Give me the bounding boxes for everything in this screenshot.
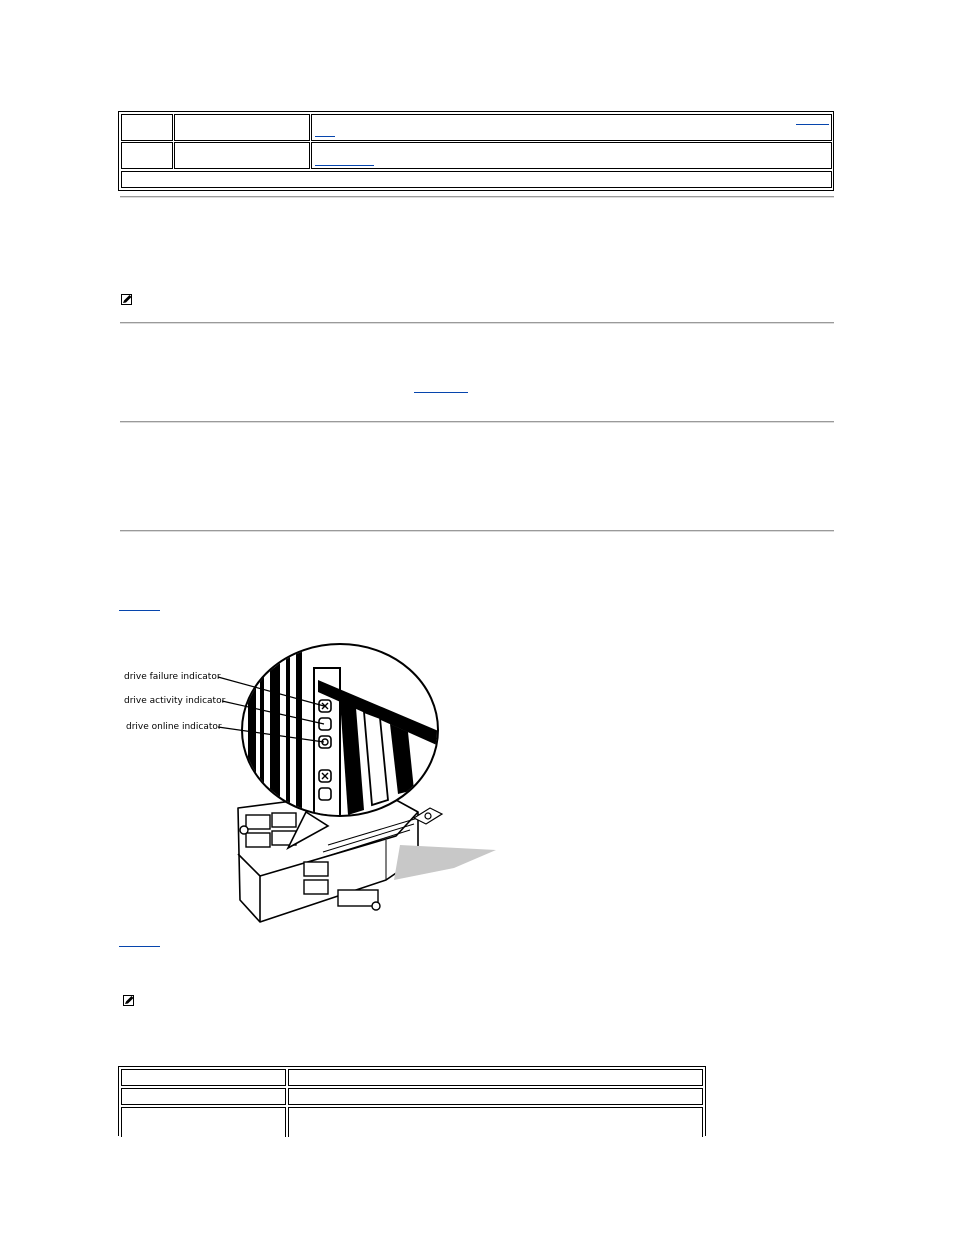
top-table-row1-cell1 bbox=[121, 114, 173, 141]
top-table-row1-cell3 bbox=[311, 114, 832, 141]
section-link[interactable] bbox=[414, 392, 468, 393]
pencil-note-icon bbox=[121, 294, 133, 306]
server-drive-illustration bbox=[118, 640, 508, 930]
section-divider-3 bbox=[120, 421, 834, 423]
chassis-shadow bbox=[394, 845, 496, 880]
bottom-table-row1-cell1 bbox=[121, 1069, 286, 1086]
top-table-row1-link-part2[interactable] bbox=[315, 136, 335, 137]
top-table-row3-cell bbox=[121, 171, 832, 188]
bottom-table-row1-cell2 bbox=[288, 1069, 703, 1086]
section-divider-1 bbox=[120, 196, 834, 198]
section-divider-2 bbox=[120, 322, 834, 324]
top-table-row1-link-part1[interactable] bbox=[796, 124, 829, 125]
figure-link-top[interactable] bbox=[119, 610, 160, 611]
top-table-row2-cell3 bbox=[311, 142, 832, 169]
top-table-row2-cell1 bbox=[121, 142, 173, 169]
callout-drive-failure-indicator: drive failure indicator bbox=[124, 672, 221, 682]
section-divider-4 bbox=[120, 530, 834, 532]
pencil-note-icon bbox=[123, 995, 135, 1007]
top-table-row2-link[interactable] bbox=[315, 165, 374, 166]
bottom-table-row3-cell1 bbox=[121, 1107, 286, 1137]
callout-drive-activity-indicator: drive activity indicator bbox=[124, 696, 226, 706]
top-table-row1-cell2 bbox=[174, 114, 310, 141]
figure-link-bottom[interactable] bbox=[119, 946, 160, 947]
bottom-table-row2-cell2 bbox=[288, 1088, 703, 1105]
bottom-table-row2-cell1 bbox=[121, 1088, 286, 1105]
callout-drive-online-indicator: drive online indicator bbox=[126, 722, 222, 732]
bottom-table-row3-cell2 bbox=[288, 1107, 703, 1137]
top-table-row2-cell2 bbox=[174, 142, 310, 169]
